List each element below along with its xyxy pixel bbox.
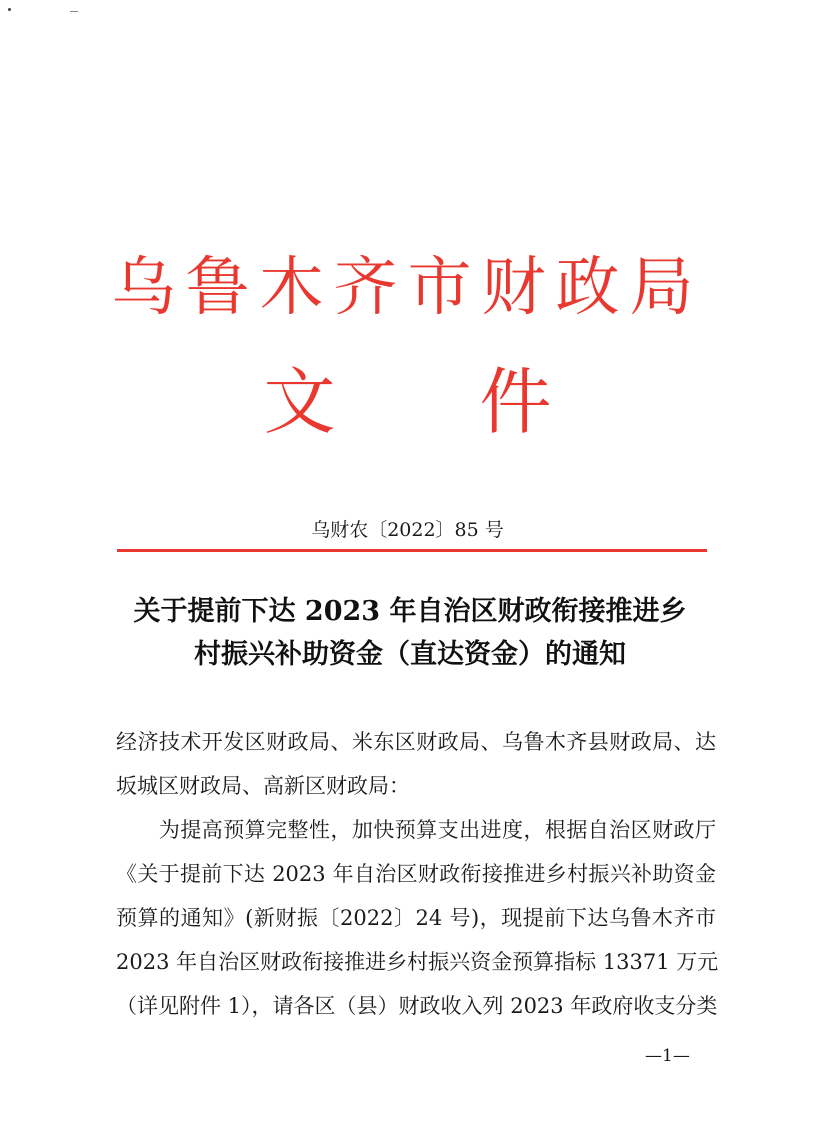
document-body: [116, 720, 719, 1028]
title-line: 村振兴补助资金（直达资金）的通知: [194, 639, 626, 670]
document-number: 乌财农〔2022〕85 号: [311, 519, 504, 541]
page-number: —1—: [645, 1046, 690, 1066]
issuing-agency-header: 乌鲁木齐市财政局: [111, 251, 704, 325]
body-line: 预算的通知》(新财振〔2022〕24 号)，现提前下达乌鲁木齐市: [116, 906, 716, 930]
body-line: 坂城区财政局、高新区财政局：: [116, 774, 410, 798]
body-line: （详见附件 1），请各区（县）财政收入列 2023 年政府收支分类: [116, 994, 718, 1018]
body-line: 2023 年自治区财政衔接推进乡村振兴资金预算指标 13371 万元: [116, 950, 719, 974]
body-line: 《关于提前下达 2023 年自治区财政衔接推进乡村振兴补助资金: [116, 862, 716, 886]
scan-speck: [70, 11, 78, 12]
body-line: 为提高预算完整性，加快预算支出进度，根据自治区财政厅: [116, 818, 716, 842]
scan-speck: [8, 8, 11, 11]
document-title: [90, 590, 730, 676]
red-divider-line: [117, 549, 707, 552]
title-line: 关于提前下达 2023 年自治区财政衔接推进乡: [133, 596, 687, 627]
document-type-header: 文 件: [263, 360, 552, 444]
body-line: 经济技术开发区财政局、米东区财政局、乌鲁木齐县财政局、达: [116, 730, 716, 754]
